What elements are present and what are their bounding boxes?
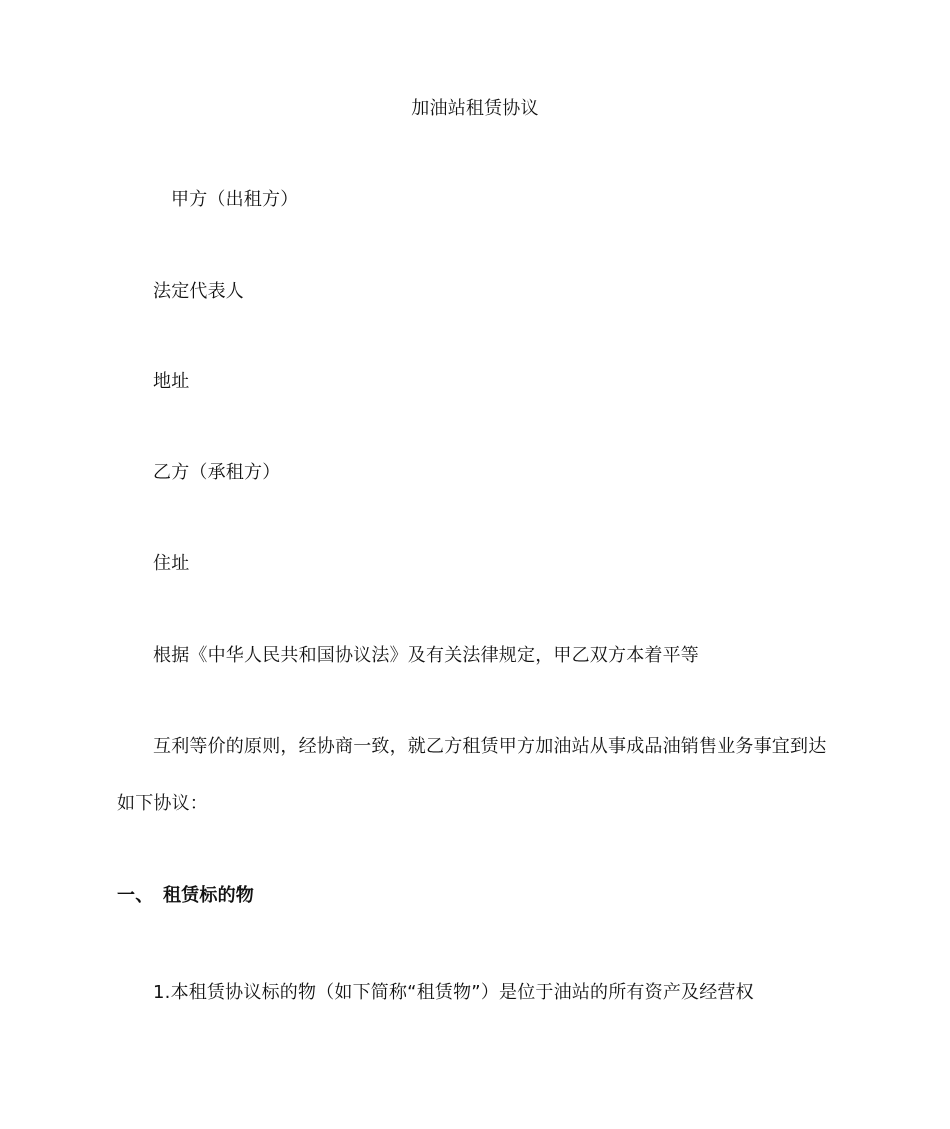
party-a-address-label: 地址 (153, 371, 190, 392)
section-1-heading (117, 884, 254, 908)
party-a-label: 甲方（出租方） (171, 189, 299, 210)
preamble-line-1: 根据《中华人民共和国协议法》及有关法律规定，甲乙双方本着平等 (153, 645, 699, 666)
section-1-title: 租赁标的物 (163, 885, 254, 906)
preamble-line-3: 如下协议： (117, 793, 208, 814)
legal-representative-label: 法定代表人 (153, 281, 244, 302)
party-b-address-label: 住址 (153, 553, 190, 574)
party-b-label: 乙方（承租方） (153, 462, 281, 483)
preamble-line-2: 互利等价的原则，经协商一致，就乙方租赁甲方加油站从事成品油销售业务事宜到达 (153, 736, 827, 757)
clause-1-1: 1.本租赁协议标的物（如下简称“租赁物”）是位于油站的所有资产及经营权 (153, 982, 754, 1003)
section-1-number: 一、 (117, 885, 154, 906)
document-title: 加油站租赁协议 (411, 98, 539, 119)
